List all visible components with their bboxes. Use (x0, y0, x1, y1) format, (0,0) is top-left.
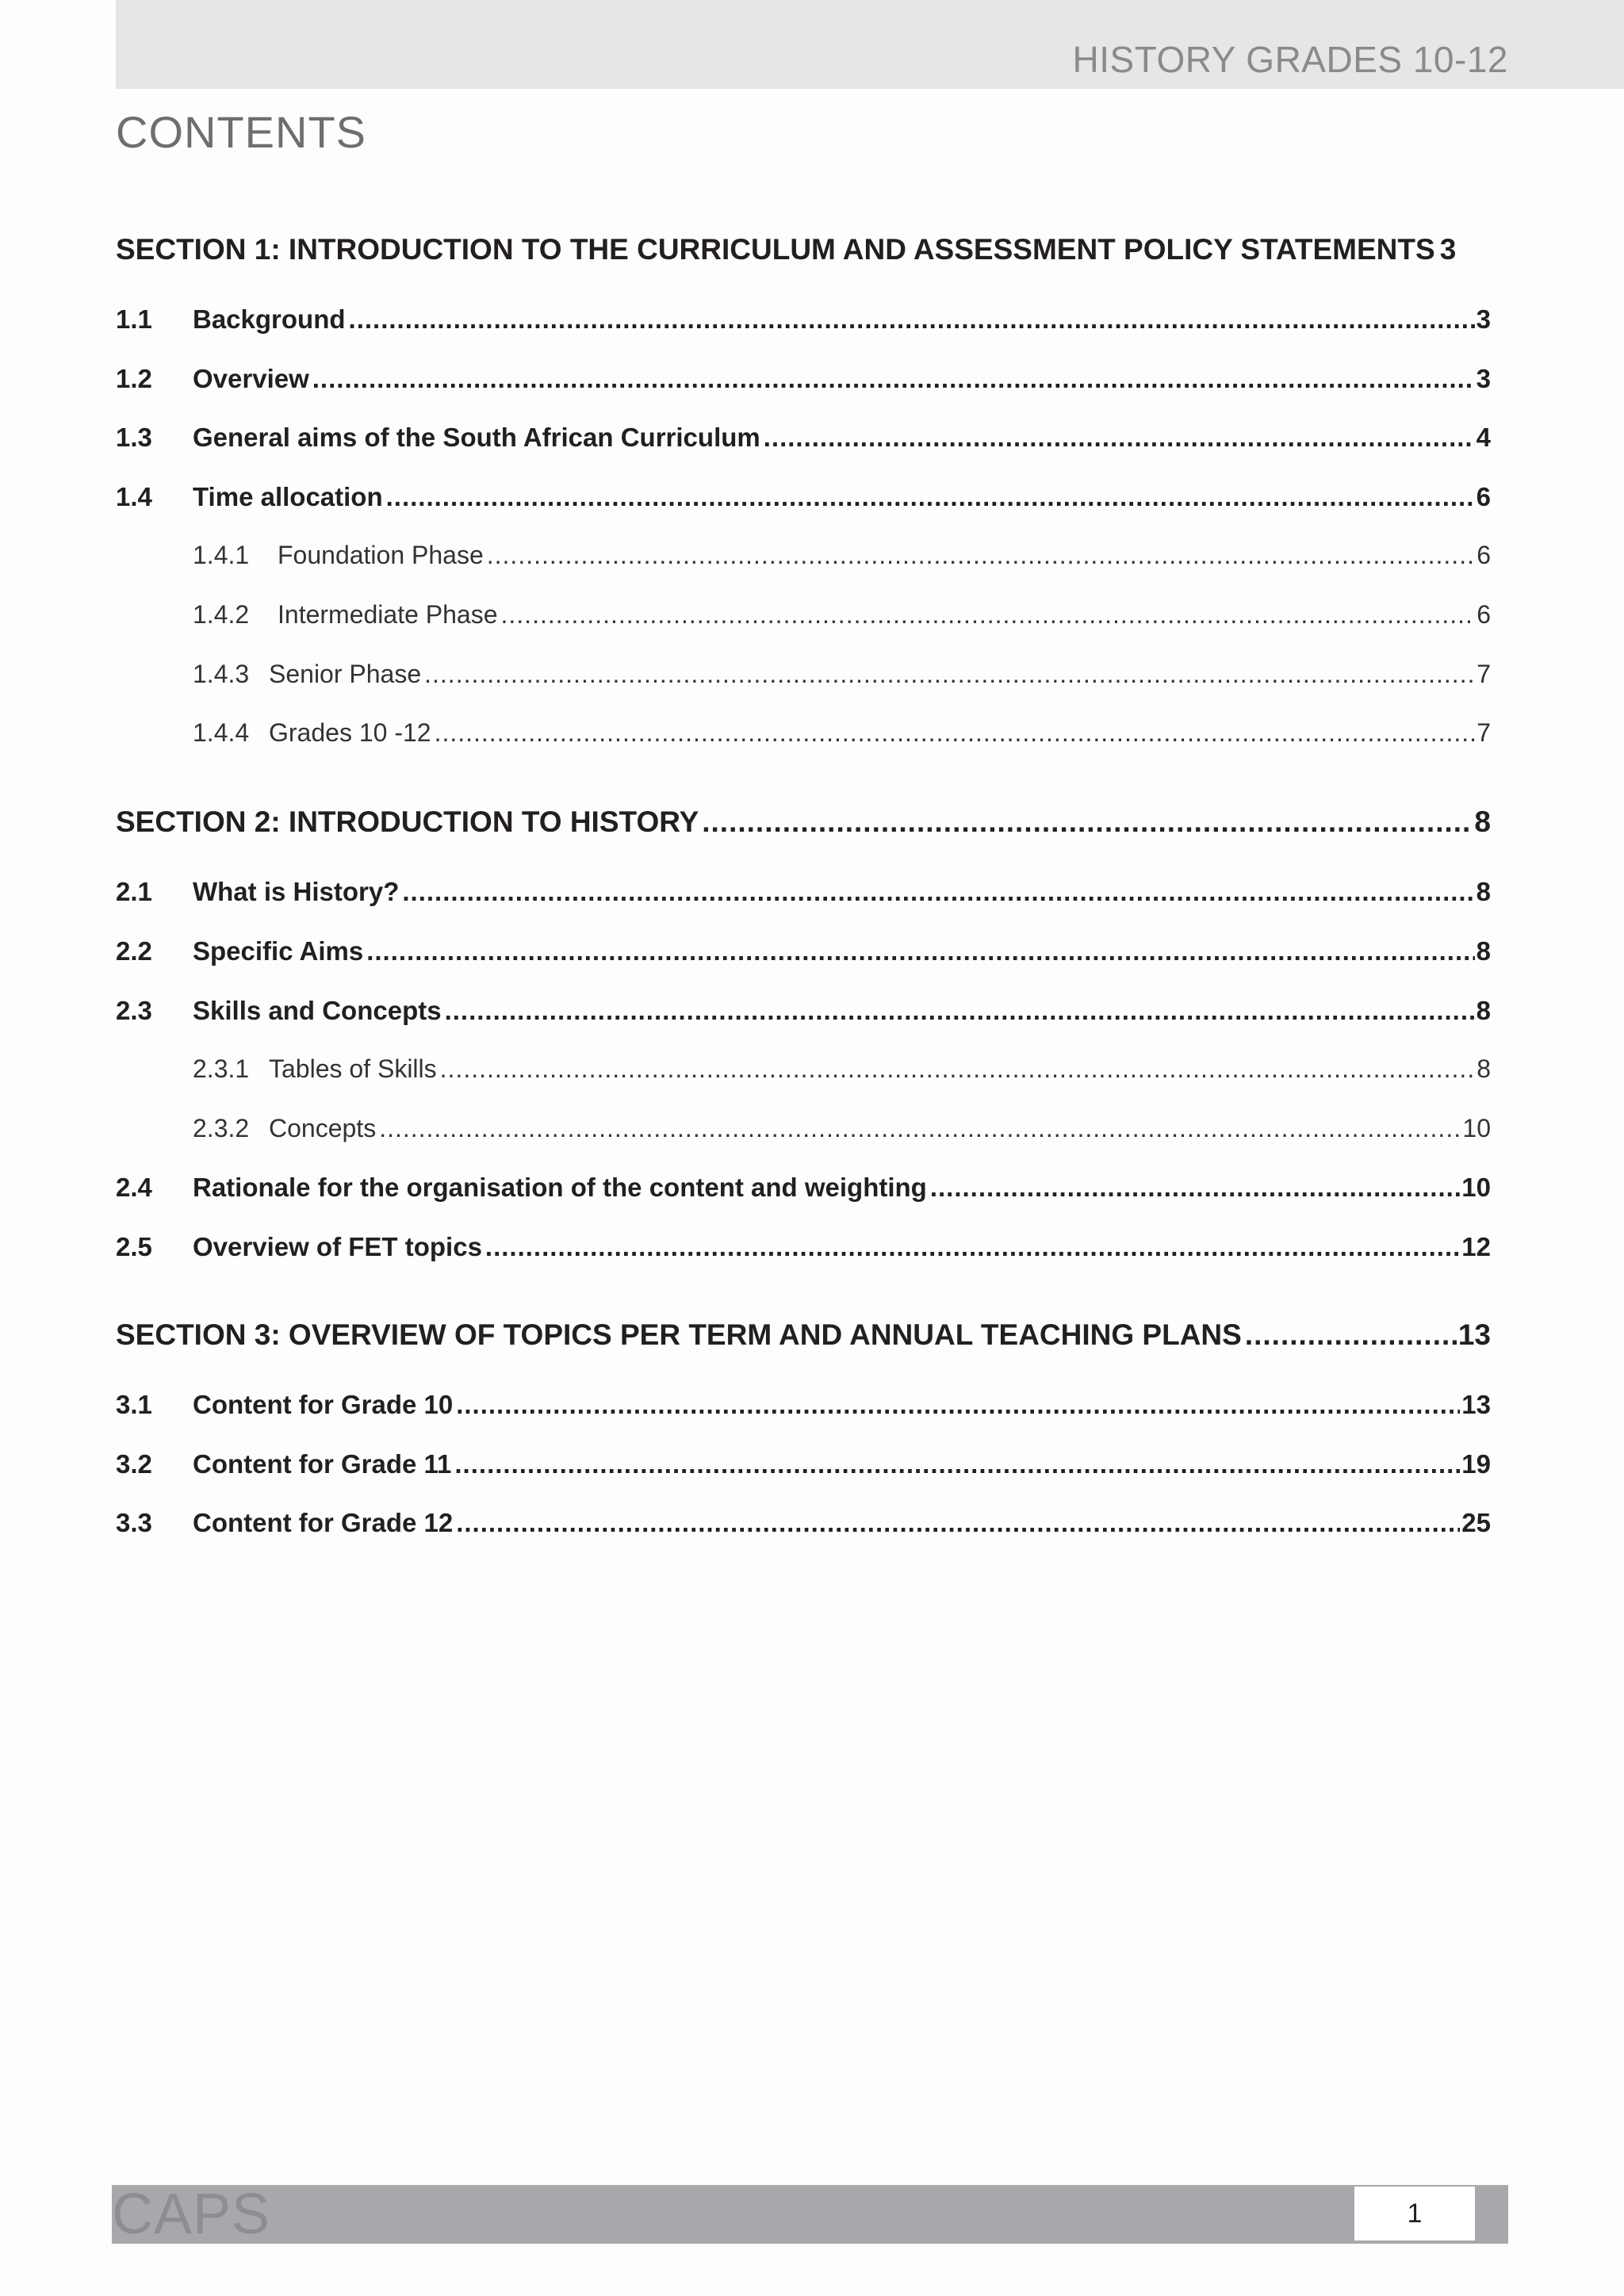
dot-leader (349, 304, 1475, 335)
toc-page-number: 8 (1476, 936, 1491, 966)
toc-subentry-2-3-1[interactable] (116, 1054, 1491, 1084)
toc-entry-number: 1.4 (116, 482, 152, 511)
dot-leader (366, 936, 1474, 966)
toc-entry-number: 1.4.2 (193, 600, 250, 629)
toc-entry-label: Concepts (269, 1114, 377, 1142)
toc-entry-label: Content for Grade 11 (193, 1449, 452, 1479)
dot-leader (487, 541, 1475, 570)
toc-page-number: 25 (1461, 1508, 1491, 1537)
toc-section-1[interactable] (116, 233, 1491, 266)
toc-entry-number: 1.4.3 (193, 660, 250, 688)
dot-leader (501, 600, 1476, 629)
footer-bar (112, 2185, 1508, 2244)
toc-entry-label: Content for Grade 12 (193, 1508, 454, 1537)
toc-entry-3-1[interactable] (116, 1390, 1491, 1420)
toc-entry-number: 1.1 (116, 304, 152, 334)
toc-section-2[interactable] (116, 806, 1491, 839)
toc-entry-1-3[interactable] (116, 423, 1491, 453)
toc-entry-2-5[interactable] (116, 1232, 1491, 1262)
toc-subentry-1-4-4[interactable] (116, 718, 1491, 748)
toc-page-number: 8 (1476, 877, 1491, 906)
toc-page-number: 13 (1457, 1318, 1491, 1351)
toc-section-label: SECTION 3: OVERVIEW OF TOPICS PER TERM AND ANNUAL TEACHING PLANS (116, 1318, 1242, 1351)
dot-leader (440, 1054, 1476, 1084)
toc-entry-2-3[interactable] (116, 996, 1491, 1026)
toc-entry-label: Content for Grade 10 (193, 1390, 454, 1419)
toc-entry-number: 2.3.2 (193, 1114, 250, 1142)
toc-entry-label: Grades 10 -12 (269, 718, 431, 747)
toc-entry-number: 3.3 (116, 1508, 152, 1537)
toc-entry-label: Overview of FET topics (193, 1232, 482, 1261)
dot-leader (445, 996, 1475, 1026)
toc-entry-number: 3.1 (116, 1390, 152, 1419)
toc-entry-2-4[interactable] (116, 1173, 1491, 1203)
dot-leader (930, 1173, 1460, 1203)
running-header-title: HISTORY GRADES 10-12 (1072, 39, 1508, 80)
toc-page-number: 4 (1476, 423, 1491, 452)
dot-leader (312, 364, 1475, 394)
dot-leader (702, 806, 1473, 839)
toc-section-3[interactable] (116, 1318, 1491, 1352)
toc-page-number: 6 (1476, 482, 1491, 511)
toc-entry-label: Foundation Phase (278, 541, 484, 569)
dot-leader (435, 718, 1476, 748)
toc-entry-number: 2.3.1 (193, 1054, 250, 1083)
toc-page-number: 13 (1461, 1390, 1491, 1419)
toc-page-number: 10 (1461, 1173, 1491, 1202)
toc-entry-3-3[interactable] (116, 1508, 1491, 1538)
toc-section-label: SECTION 2: INTRODUCTION TO HISTORY (116, 806, 699, 838)
toc-page-number: 6 (1477, 541, 1491, 569)
toc-page-number: 3 (1476, 304, 1491, 334)
toc-page-number: 10 (1462, 1114, 1491, 1142)
footer-brand: CAPS (112, 2183, 271, 2246)
toc-page-number: 7 (1477, 660, 1491, 688)
toc-entry-number: 1.4.1 (193, 541, 250, 569)
toc-entry-number: 2.1 (116, 877, 152, 906)
toc-entry-number: 2.4 (116, 1173, 152, 1202)
toc-entry-label: Tables of Skills (269, 1054, 437, 1083)
toc-page-number: 3 (1439, 233, 1457, 266)
toc-entry-label: Overview (193, 364, 309, 393)
toc-entry-number: 1.4.4 (193, 718, 250, 747)
toc-entry-number: 2.2 (116, 936, 152, 966)
toc-page-number: 6 (1477, 600, 1491, 629)
toc-subentry-1-4-2[interactable] (116, 600, 1491, 629)
toc-entry-label: Time allocation (193, 482, 383, 511)
toc-page-number: 3 (1476, 364, 1491, 393)
toc-entry-1-2[interactable] (116, 364, 1491, 394)
toc-entry-label: What is History? (193, 877, 400, 906)
toc-entry-1-1[interactable] (116, 304, 1491, 335)
toc-subentry-1-4-1[interactable] (116, 541, 1491, 570)
dot-leader (456, 1390, 1460, 1420)
toc-entry-number: 2.3 (116, 996, 152, 1025)
toc-page-number: 19 (1461, 1449, 1491, 1479)
toc-page-number: 8 (1476, 996, 1491, 1025)
toc-entry-2-2[interactable] (116, 936, 1491, 966)
toc-entry-3-2[interactable] (116, 1449, 1491, 1479)
dot-leader (424, 660, 1475, 689)
toc-entry-label: Senior Phase (269, 660, 422, 688)
toc-entry-label: Intermediate Phase (278, 600, 498, 629)
toc-entry-label: General aims of the South African Curriculum (193, 423, 760, 452)
toc-entry-label: Background (193, 304, 346, 334)
dot-leader (386, 482, 1475, 512)
page-number: 1 (1354, 2187, 1475, 2241)
toc-entry-2-1[interactable] (116, 877, 1491, 907)
toc-subentry-2-3-2[interactable] (116, 1114, 1491, 1143)
toc-section-label: SECTION 1: INTRODUCTION TO THE CURRICULUM AND ASSESSMENT POLICY STATEMENTS (116, 233, 1435, 266)
toc-entry-label: Specific Aims (193, 936, 364, 966)
page-title: CONTENTS (116, 107, 366, 157)
toc-entry-number: 3.2 (116, 1449, 152, 1479)
toc-entry-label: Rationale for the organisation of the content and weighting (193, 1173, 927, 1202)
dot-leader (456, 1508, 1460, 1538)
dot-leader (454, 1449, 1460, 1479)
dot-leader (485, 1232, 1460, 1262)
toc-entry-number: 1.3 (116, 423, 152, 452)
dot-leader (402, 877, 1474, 907)
toc-entry-number: 2.5 (116, 1232, 152, 1261)
dot-leader (379, 1114, 1461, 1143)
toc-page-number: 12 (1461, 1232, 1491, 1261)
toc-subentry-1-4-3[interactable] (116, 660, 1491, 689)
toc-page-number: 8 (1477, 1054, 1491, 1083)
toc-entry-number: 1.2 (116, 364, 152, 393)
toc-page-number: 7 (1477, 718, 1491, 747)
dot-leader (1245, 1318, 1457, 1352)
toc-entry-label: Skills and Concepts (193, 996, 442, 1025)
dot-leader (764, 423, 1475, 453)
toc-page-number: 8 (1474, 806, 1491, 838)
toc-entry-1-4[interactable] (116, 482, 1491, 512)
